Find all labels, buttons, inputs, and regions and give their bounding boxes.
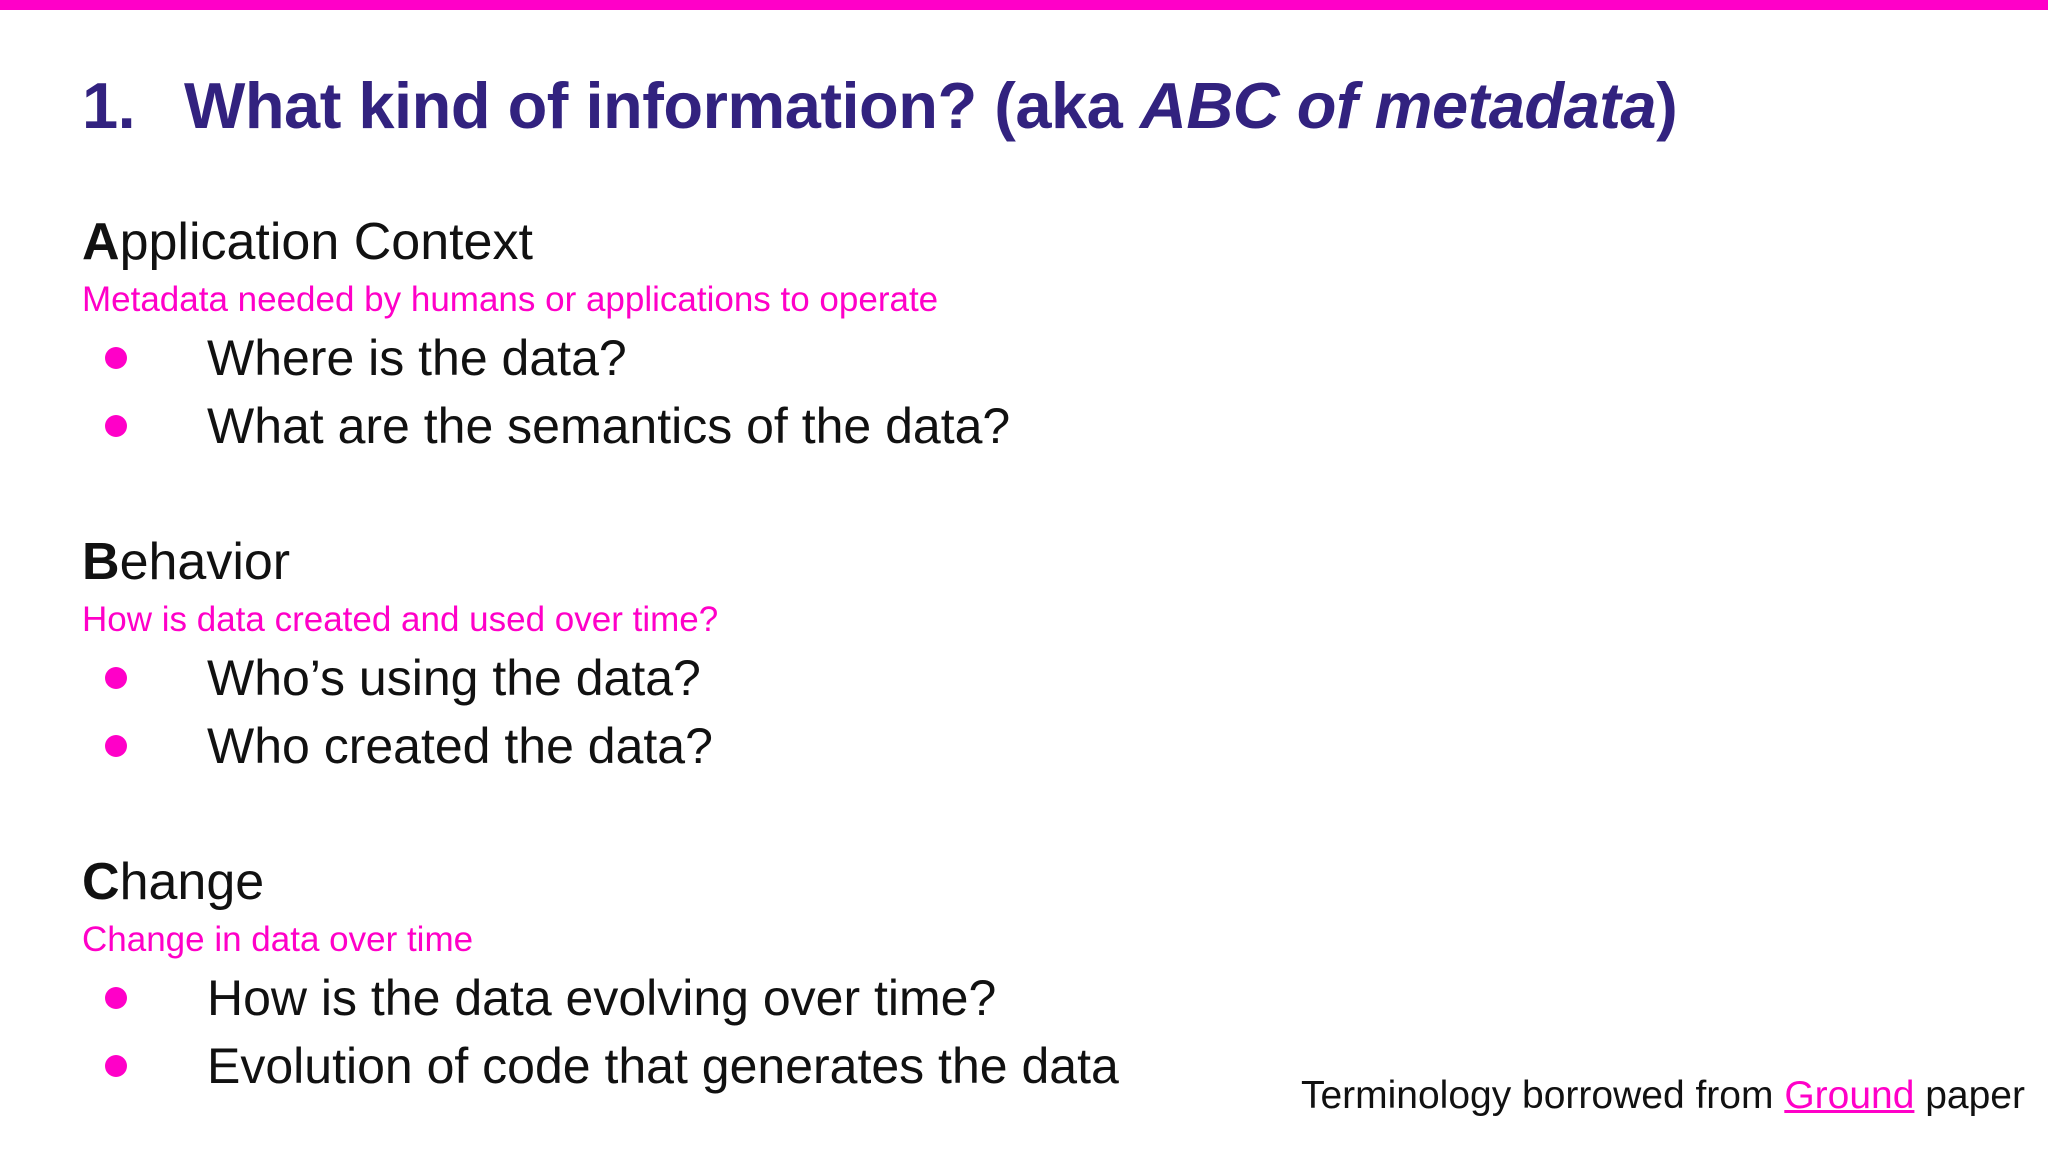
list-item — [82, 713, 713, 779]
list-item — [82, 645, 701, 711]
bullet-dot-icon — [105, 347, 127, 369]
section-heading-rest: hange — [119, 853, 265, 911]
bullet-dot-icon — [105, 735, 127, 757]
footnote-before: Terminology borrowed from — [1300, 1074, 1785, 1117]
bullet-dot-icon — [105, 1055, 127, 1077]
section-subtitle: How is data created and used over time? — [82, 600, 719, 639]
section-heading-application-context — [82, 212, 533, 272]
section-heading-rest: ehavior — [119, 533, 291, 591]
list-item-text: What are the semantics of the data? — [207, 398, 1011, 454]
bullet-dot-icon — [105, 415, 127, 437]
title-main: What kind of information? (aka — [184, 69, 1140, 142]
title-italic: ABC of metadata — [1139, 69, 1657, 142]
top-accent-bar — [0, 0, 2048, 10]
title-close: ) — [1656, 69, 1678, 142]
section-heading-change — [82, 852, 264, 912]
list-item — [82, 325, 627, 391]
ground-paper-link[interactable]: Ground — [1784, 1074, 1915, 1117]
section-letter: A — [82, 213, 120, 271]
footnote-after: paper — [1914, 1074, 2025, 1117]
bullet-dot-icon — [105, 987, 127, 1009]
list-item — [82, 965, 996, 1031]
title-number: 1. — [82, 69, 136, 142]
list-item-text: How is the data evolving over time? — [207, 970, 997, 1026]
section-heading-rest: pplication Context — [119, 213, 533, 271]
section-letter: C — [82, 853, 120, 911]
footnote — [1301, 1074, 2025, 1118]
list-item-text: Who’s using the data? — [207, 650, 701, 706]
section-subtitle: Metadata needed by humans or applications to operate — [82, 280, 939, 319]
list-item-text: Evolution of code that generates the data — [207, 1038, 1119, 1094]
bullet-dot-icon — [105, 667, 127, 689]
list-item — [82, 393, 1010, 459]
list-item-text: Where is the data? — [207, 330, 627, 386]
list-item-text: Who created the data? — [207, 718, 713, 774]
slide-title — [82, 68, 1677, 143]
section-letter: B — [82, 533, 120, 591]
list-item — [82, 1033, 1119, 1099]
section-heading-behavior — [82, 532, 290, 592]
section-subtitle: Change in data over time — [82, 920, 474, 959]
